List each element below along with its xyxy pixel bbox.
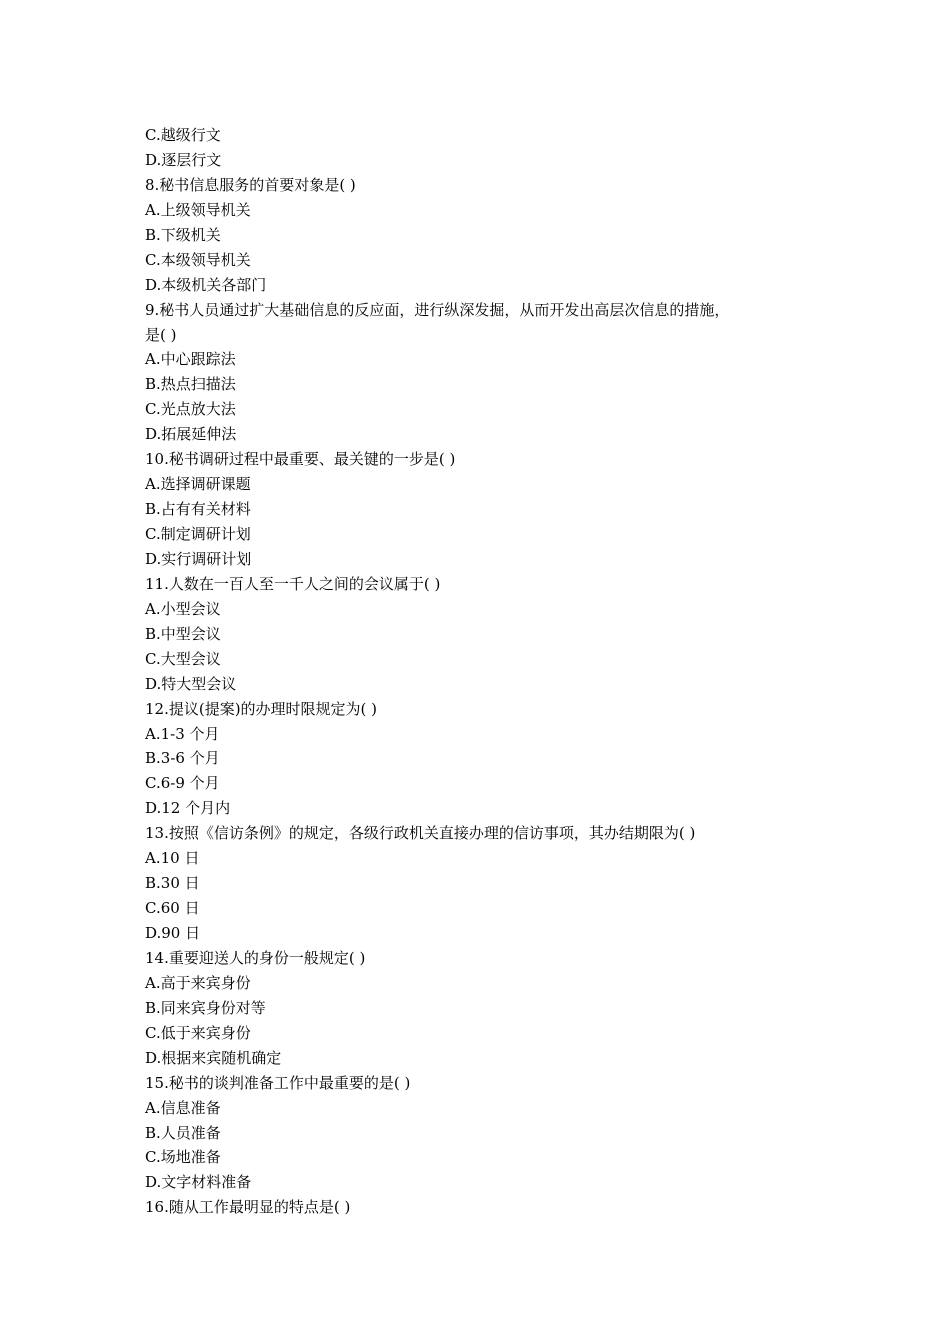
option-b-q14: B.同来宾身份对等 — [145, 998, 266, 1017]
option-b-q11: B.中型会议 — [145, 624, 221, 643]
question-10: 10.秘书调研过程中最重要、最关键的一步是( ) — [145, 450, 456, 469]
option-c-q15: C.场地准备 — [145, 1148, 221, 1167]
option-d-q9: D.拓展延伸法 — [145, 425, 237, 444]
option-d-q8: D.本级机关各部门 — [145, 275, 267, 294]
option-a-q11: A.小型会议 — [145, 599, 221, 618]
question-12: 12.提议(提案)的办理时限规定为( ) — [145, 699, 378, 718]
option-a-q8: A.上级领导机关 — [145, 200, 251, 219]
option-c-q9: C.光点放大法 — [145, 400, 236, 419]
question-13: 13.按照《信访条例》的规定，各级行政机关直接办理的信访事项，其办结期限为( ) — [145, 824, 696, 843]
option-d-q12: D.12 个月内 — [145, 799, 231, 818]
question-9-line2: 是( ) — [145, 325, 177, 344]
question-9-line1: 9.秘书人员通过扩大基础信息的反应面，进行纵深发掘，从而开发出高层次信息的措施， — [145, 300, 730, 319]
question-15: 15.秘书的谈判准备工作中最重要的是( ) — [145, 1073, 411, 1092]
option-c-q12: C.6-9 个月 — [145, 774, 220, 793]
option-a-q9: A.中心跟踪法 — [145, 350, 236, 369]
question-8: 8.秘书信息服务的首要对象是( ) — [145, 175, 356, 194]
option-b-q15: B.人员准备 — [145, 1123, 221, 1142]
option-d-q15: D.文字材料准备 — [145, 1173, 252, 1192]
option-c-q10: C.制定调研计划 — [145, 525, 251, 543]
option-c-q13: C.60 日 — [145, 899, 200, 918]
option-d-q13: D.90 日 — [145, 924, 201, 942]
option-b-q12: B.3-6 个月 — [145, 749, 220, 768]
question-14: 14.重要迎送人的身份一般规定( ) — [145, 948, 366, 967]
option-c-q11: C.大型会议 — [145, 649, 221, 668]
option-a-q13: A.10 日 — [145, 849, 200, 868]
option-c-q8: C.本级领导机关 — [145, 250, 251, 269]
document-body — [145, 123, 815, 1220]
option-a-q10: A.选择调研课题 — [145, 475, 251, 494]
option-c-q14: C.低于来宾身份 — [145, 1023, 251, 1042]
option-c-q7: C.越级行文 — [145, 126, 221, 144]
option-d-q7: D.逐层行文 — [145, 150, 222, 169]
option-a-q12: A.1-3 个月 — [145, 724, 220, 743]
option-b-q8: B.下级机关 — [145, 225, 221, 244]
option-d-q11: D.特大型会议 — [145, 674, 237, 693]
option-d-q10: D.实行调研计划 — [145, 549, 252, 568]
question-16: 16.随从工作最明显的特点是( ) — [145, 1198, 351, 1217]
question-11: 11.人数在一百人至一千人之间的会议属于( ) — [145, 574, 441, 593]
option-a-q15: A.信息准备 — [145, 1098, 221, 1117]
option-d-q14: D.根据来宾随机确定 — [145, 1048, 282, 1067]
option-b-q13: B.30 日 — [145, 874, 200, 893]
option-a-q14: A.高于来宾身份 — [145, 973, 251, 992]
option-b-q9: B.热点扫描法 — [145, 375, 236, 394]
option-b-q10: B.占有有关材料 — [145, 500, 251, 519]
